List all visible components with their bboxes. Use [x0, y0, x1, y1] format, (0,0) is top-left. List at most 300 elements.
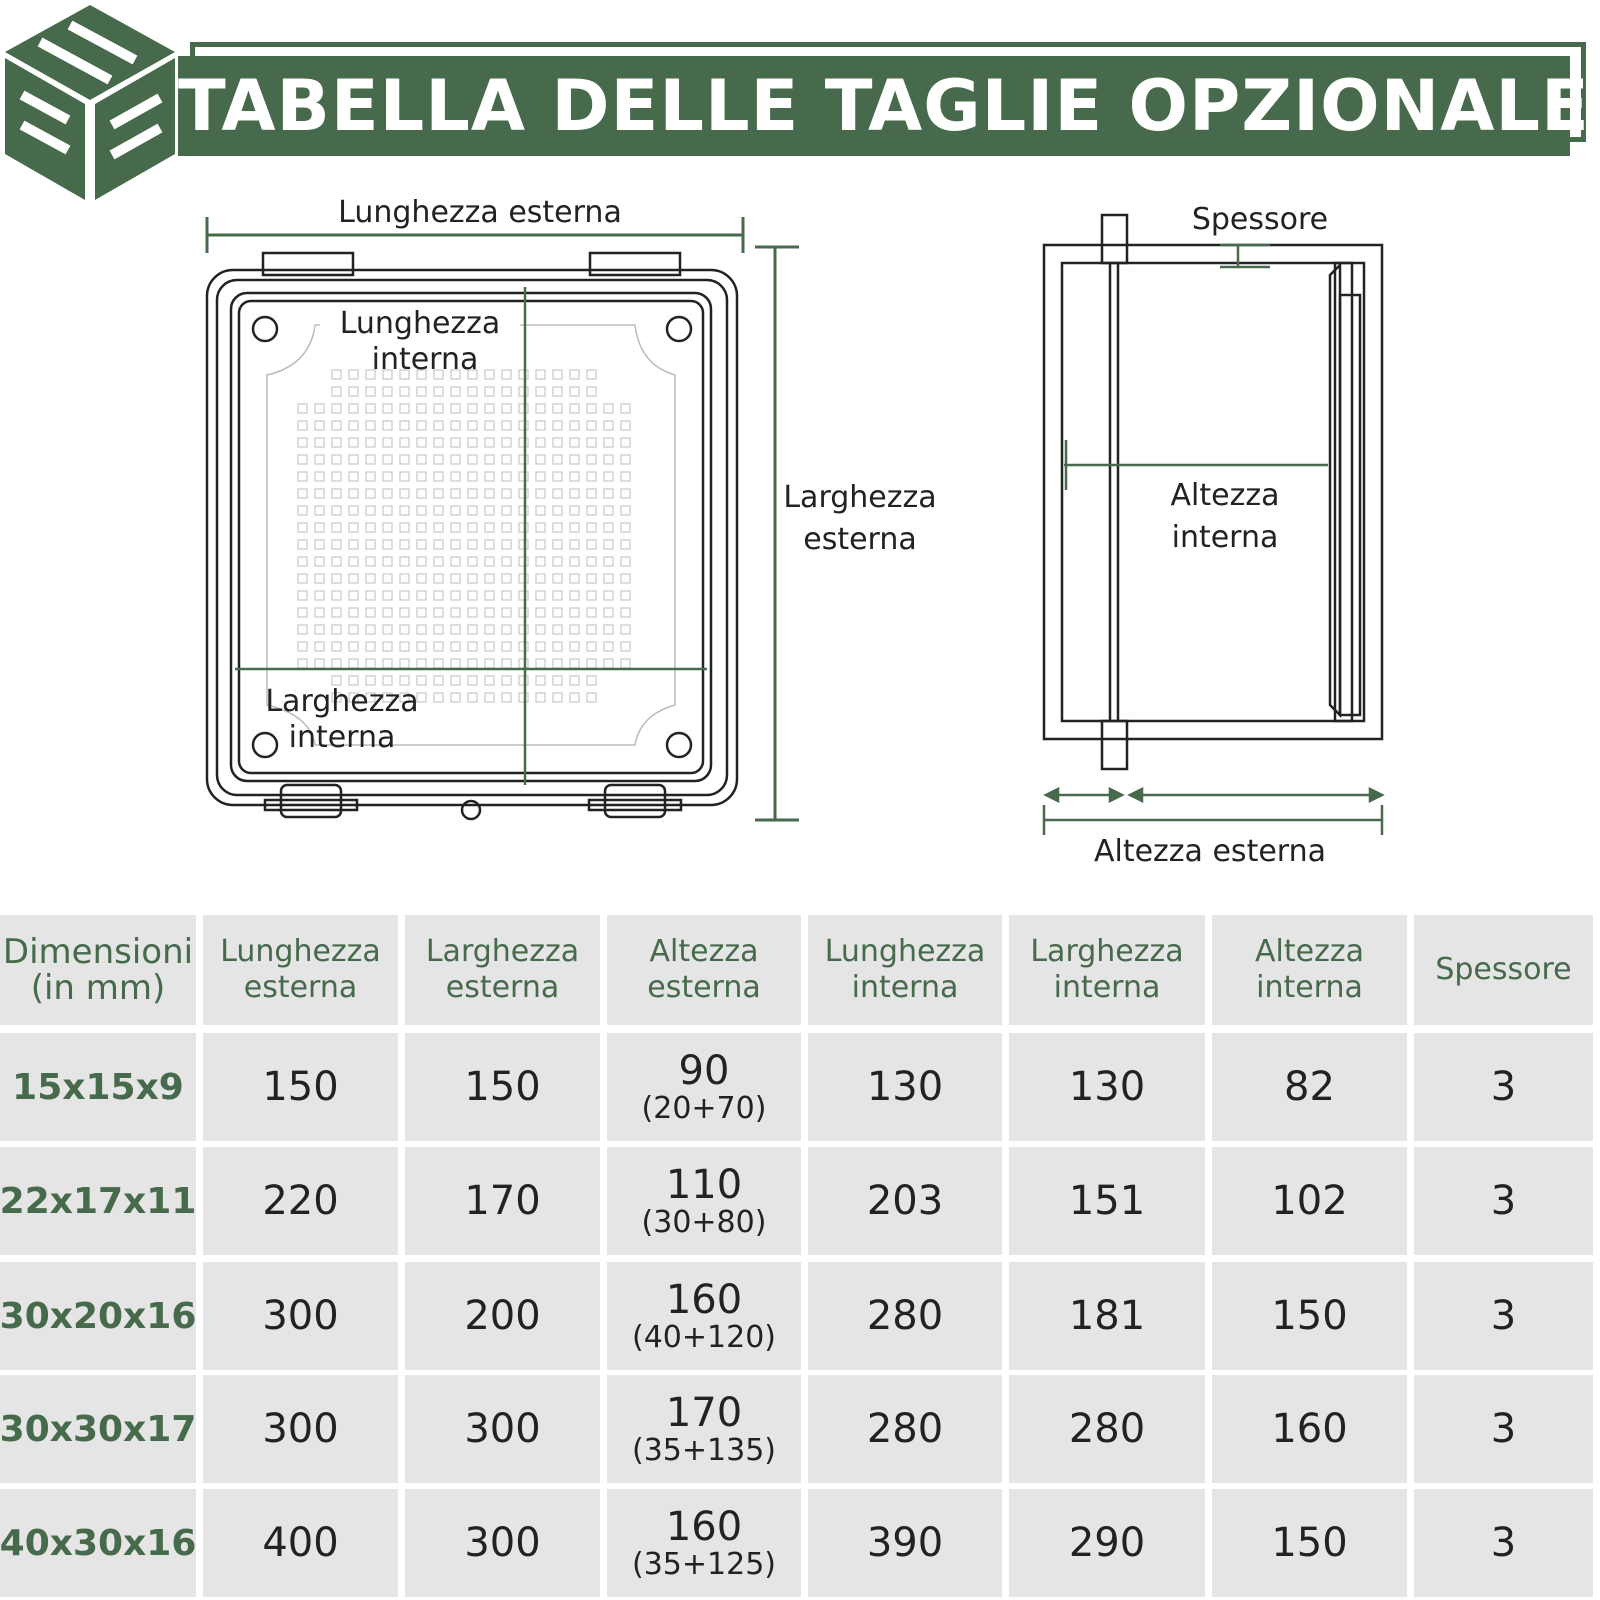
table-cell	[1009, 1033, 1205, 1141]
plate-hole	[485, 625, 494, 634]
plate-hole	[383, 489, 392, 498]
plate-hole	[502, 659, 511, 668]
plate-hole	[315, 472, 324, 481]
plate-hole	[366, 438, 375, 447]
plate-hole	[468, 540, 477, 549]
plate-hole	[400, 438, 409, 447]
plate-hole	[587, 472, 596, 481]
plate-hole	[417, 472, 426, 481]
cell-value: 102	[1271, 1178, 1348, 1224]
plate-hole	[417, 540, 426, 549]
plate-hole	[468, 455, 477, 464]
plate-hole	[298, 642, 307, 651]
plate-hole	[400, 642, 409, 651]
plate-hole	[553, 591, 562, 600]
plate-hole	[468, 676, 477, 685]
plate-hole	[332, 387, 341, 396]
plate-hole	[298, 625, 307, 634]
table-cell	[808, 1033, 1002, 1141]
plate-hole	[434, 659, 443, 668]
plate-hole	[536, 455, 545, 464]
plate-hole	[519, 455, 528, 464]
plate-hole	[553, 659, 562, 668]
cell-value: 170	[665, 1390, 743, 1436]
plate-hole	[553, 557, 562, 566]
page-title: TABELLA DELLE TAGLIE OPZIONALE	[178, 65, 1590, 147]
table-cell	[1414, 1375, 1593, 1483]
table-cell	[1009, 1375, 1205, 1483]
plate-hole	[298, 438, 307, 447]
plate-hole	[502, 489, 511, 498]
plate-hole	[417, 574, 426, 583]
plate-hole	[519, 523, 528, 532]
plate-hole	[366, 455, 375, 464]
plate-hole	[604, 421, 613, 430]
plate-hole	[502, 472, 511, 481]
plate-hole	[485, 489, 494, 498]
plate-hole	[417, 404, 426, 413]
cell-value: 3	[1490, 1520, 1517, 1566]
plate-hole	[553, 489, 562, 498]
label-inner-height-2: interna	[1171, 520, 1279, 555]
table-cell	[607, 1375, 801, 1483]
plate-hole	[485, 387, 494, 396]
cell-value: 300	[262, 1293, 339, 1339]
cell-value: 280	[866, 1406, 944, 1452]
plate-hole	[519, 625, 528, 634]
plate-hole	[621, 489, 630, 498]
plate-hole	[502, 506, 511, 515]
table-cell	[607, 1033, 801, 1141]
cell-value: 220	[262, 1178, 339, 1224]
plate-hole	[502, 693, 511, 702]
table-cell	[1212, 1147, 1407, 1255]
plate-hole	[349, 659, 358, 668]
label-thickness: Spessore	[1191, 202, 1329, 237]
row-size-label	[0, 1375, 196, 1483]
plate-hole	[621, 455, 630, 464]
plate-hole	[349, 625, 358, 634]
header-label: Altezza	[1255, 934, 1364, 969]
plate-hole	[417, 659, 426, 668]
plate-hole	[570, 404, 579, 413]
cell-value: 130	[1068, 1064, 1146, 1110]
plate-hole	[502, 557, 511, 566]
plate-hole	[587, 455, 596, 464]
header-label: interna	[1053, 970, 1161, 1005]
plate-hole	[485, 591, 494, 600]
plate-hole	[349, 438, 358, 447]
plate-hole	[434, 455, 443, 464]
plate-hole	[621, 642, 630, 651]
plate-hole	[553, 455, 562, 464]
table-cell	[203, 1489, 398, 1597]
plate-hole	[485, 421, 494, 430]
cell-value: 151	[1068, 1178, 1146, 1224]
plate-hole	[604, 625, 613, 634]
table-cell	[1212, 1262, 1407, 1370]
plate-hole	[570, 472, 579, 481]
plate-hole	[451, 506, 460, 515]
label-inner-length-1: Lunghezza	[320, 306, 520, 342]
plate-hole	[604, 404, 613, 413]
plate-hole	[536, 540, 545, 549]
plate-hole	[485, 676, 494, 685]
plate-hole	[485, 523, 494, 532]
cell-value: 200	[464, 1293, 541, 1339]
plate-hole	[468, 438, 477, 447]
plate-hole	[366, 404, 375, 413]
plate-hole	[434, 693, 443, 702]
plate-hole	[434, 557, 443, 566]
plate-hole	[417, 387, 426, 396]
cell-value: 181	[1068, 1293, 1146, 1339]
plate-hole	[417, 608, 426, 617]
header-label: esterna	[243, 970, 358, 1005]
plate-hole	[332, 506, 341, 515]
plate-hole	[553, 421, 562, 430]
plate-hole	[553, 642, 562, 651]
label-inner-width-2: interna	[288, 720, 396, 755]
plate-hole	[468, 421, 477, 430]
plate-hole	[451, 387, 460, 396]
table-header-cell	[405, 915, 600, 1025]
plate-hole	[468, 642, 477, 651]
table-cell	[1414, 1147, 1593, 1255]
plate-hole	[349, 608, 358, 617]
plate-hole	[349, 642, 358, 651]
plate-hole	[332, 489, 341, 498]
table-header-cell	[203, 915, 398, 1025]
plate-hole	[451, 574, 460, 583]
plate-hole	[451, 472, 460, 481]
cell-value: 203	[866, 1178, 944, 1224]
plate-hole	[349, 540, 358, 549]
label-outer-width-2: esterna	[803, 522, 917, 557]
plate-hole	[519, 557, 528, 566]
label-outer-length: Lunghezza esterna	[338, 195, 622, 230]
plate-hole	[434, 574, 443, 583]
table-cell	[203, 1147, 398, 1255]
cell-value: 150	[1271, 1293, 1348, 1339]
plate-hole	[536, 387, 545, 396]
plate-hole	[400, 387, 409, 396]
plate-hole	[502, 608, 511, 617]
plate-hole	[468, 472, 477, 481]
plate-hole	[451, 438, 460, 447]
plate-hole	[468, 608, 477, 617]
plate-hole	[332, 404, 341, 413]
plate-hole	[366, 574, 375, 583]
plate-hole	[400, 591, 409, 600]
plate-hole	[400, 472, 409, 481]
header-label: esterna	[647, 970, 761, 1005]
table-cell	[405, 1489, 600, 1597]
plate-hole	[451, 676, 460, 685]
plate-hole	[502, 404, 511, 413]
plate-hole	[536, 608, 545, 617]
plate-hole	[349, 506, 358, 515]
plate-hole	[349, 472, 358, 481]
header-label: Lunghezza	[824, 934, 986, 969]
table-cell	[1414, 1489, 1593, 1597]
plate-hole	[553, 387, 562, 396]
plate-hole	[604, 540, 613, 549]
plate-hole	[349, 404, 358, 413]
plate-hole	[366, 489, 375, 498]
plate-hole	[604, 438, 613, 447]
header-label: esterna	[445, 970, 560, 1005]
plate-hole	[332, 438, 341, 447]
plate-hole	[536, 370, 545, 379]
plate-hole	[519, 438, 528, 447]
plate-hole	[502, 387, 511, 396]
plate-hole	[485, 693, 494, 702]
plate-hole	[570, 455, 579, 464]
plate-hole	[434, 642, 443, 651]
plate-hole	[468, 489, 477, 498]
plate-hole	[604, 472, 613, 481]
plate-hole	[332, 421, 341, 430]
label-outer-width-1: Larghezza	[783, 480, 937, 515]
plate-hole	[451, 455, 460, 464]
plate-hole	[400, 557, 409, 566]
label-inner-width-1: Larghezza	[265, 684, 419, 719]
plate-hole	[519, 421, 528, 430]
plate-hole	[315, 404, 324, 413]
plate-hole	[468, 387, 477, 396]
brand-logo	[0, 0, 180, 210]
plate-hole	[349, 387, 358, 396]
table-cell	[808, 1262, 1002, 1370]
plate-hole	[553, 574, 562, 583]
plate-hole	[536, 489, 545, 498]
plate-hole	[570, 506, 579, 515]
plate-hole	[417, 506, 426, 515]
plate-hole	[502, 540, 511, 549]
plate-hole	[451, 523, 460, 532]
table-cell	[607, 1489, 801, 1597]
table-cell	[405, 1147, 600, 1255]
plate-hole	[553, 608, 562, 617]
plate-hole	[587, 370, 596, 379]
plate-hole	[298, 557, 307, 566]
plate-hole	[468, 506, 477, 515]
plate-hole	[519, 659, 528, 668]
cell-value: 3	[1490, 1064, 1517, 1110]
label-inner-height-1: Altezza	[1170, 478, 1280, 513]
cell-value: 3	[1490, 1406, 1517, 1452]
plate-hole	[570, 370, 579, 379]
cell-value: 290	[1068, 1520, 1146, 1566]
plate-hole	[315, 591, 324, 600]
plate-hole	[604, 455, 613, 464]
table-cell	[1009, 1489, 1205, 1597]
plate-hole	[519, 642, 528, 651]
plate-hole	[587, 523, 596, 532]
plate-hole	[519, 591, 528, 600]
plate-hole	[434, 625, 443, 634]
plate-hole	[434, 421, 443, 430]
plate-hole	[553, 404, 562, 413]
plate-hole	[621, 608, 630, 617]
plate-hole	[417, 438, 426, 447]
plate-hole	[315, 489, 324, 498]
plate-hole	[485, 404, 494, 413]
row-size-label	[0, 1033, 196, 1141]
row-size-label	[0, 1489, 196, 1597]
cell-subvalue: (40+120)	[632, 1320, 776, 1355]
plate-hole	[604, 489, 613, 498]
plate-hole	[434, 472, 443, 481]
plate-hole	[298, 489, 307, 498]
plate-hole	[587, 676, 596, 685]
plate-hole	[434, 404, 443, 413]
plate-hole	[400, 421, 409, 430]
plate-hole	[553, 506, 562, 515]
plate-hole	[519, 472, 528, 481]
plate-hole	[553, 523, 562, 532]
cell-value: 390	[866, 1520, 944, 1566]
plate-hole	[332, 642, 341, 651]
plate-hole	[502, 625, 511, 634]
plate-hole	[604, 557, 613, 566]
plate-hole	[400, 489, 409, 498]
plate-hole	[536, 625, 545, 634]
plate-hole	[400, 574, 409, 583]
plate-hole	[366, 557, 375, 566]
table-cell	[1212, 1375, 1407, 1483]
cell-value: 280	[1068, 1406, 1146, 1452]
header-label: (in mm)	[30, 968, 166, 1008]
plate-hole	[417, 455, 426, 464]
plate-hole	[536, 574, 545, 583]
plate-hole	[587, 642, 596, 651]
plate-hole	[587, 506, 596, 515]
plate-hole	[536, 659, 545, 668]
plate-hole	[587, 421, 596, 430]
plate-hole	[485, 540, 494, 549]
plate-hole	[349, 591, 358, 600]
cell-value: 90	[678, 1048, 730, 1094]
plate-hole	[570, 523, 579, 532]
table-cell	[808, 1375, 1002, 1483]
cell-subvalue: (35+135)	[632, 1433, 776, 1468]
plate-hole	[553, 676, 562, 685]
plate-hole	[434, 387, 443, 396]
plate-hole	[485, 608, 494, 617]
header-label: Dimensioni	[2, 932, 194, 972]
plate-hole	[621, 659, 630, 668]
plate-hole	[400, 404, 409, 413]
plate-hole	[587, 625, 596, 634]
size-value: 40x30x16	[0, 1522, 197, 1564]
plate-hole	[621, 523, 630, 532]
plate-hole	[553, 370, 562, 379]
plate-hole	[468, 574, 477, 583]
plate-hole	[417, 421, 426, 430]
plate-hole	[332, 540, 341, 549]
cell-value: 150	[1271, 1520, 1348, 1566]
plate-hole	[553, 540, 562, 549]
plate-hole	[570, 591, 579, 600]
plate-hole	[315, 455, 324, 464]
plate-hole	[587, 404, 596, 413]
plate-hole	[570, 438, 579, 447]
plate-hole	[519, 404, 528, 413]
plate-hole	[366, 591, 375, 600]
row-size-label	[0, 1262, 196, 1370]
plate-hole	[468, 625, 477, 634]
plate-hole	[536, 404, 545, 413]
plate-hole	[400, 625, 409, 634]
plate-hole	[315, 574, 324, 583]
plate-hole	[434, 506, 443, 515]
plate-hole	[417, 625, 426, 634]
table-cell	[1212, 1033, 1407, 1141]
size-value: 30x20x16	[0, 1295, 197, 1337]
header-label: interna	[1256, 970, 1363, 1005]
plate-hole	[621, 591, 630, 600]
plate-hole	[366, 506, 375, 515]
plate-hole	[468, 591, 477, 600]
cell-value: 300	[464, 1520, 541, 1566]
header-label: Altezza	[649, 934, 759, 969]
plate-hole	[485, 574, 494, 583]
cell-value: 160	[665, 1277, 743, 1323]
plate-hole	[519, 506, 528, 515]
plate-hole	[519, 540, 528, 549]
table-cell	[607, 1262, 801, 1370]
plate-hole	[434, 489, 443, 498]
plate-hole	[570, 642, 579, 651]
plate-hole	[383, 659, 392, 668]
table-cell	[1009, 1147, 1205, 1255]
plate-hole	[434, 540, 443, 549]
plate-hole	[468, 659, 477, 668]
table-header-cell	[1009, 915, 1205, 1025]
table-header-cell	[607, 915, 801, 1025]
plate-hole	[519, 608, 528, 617]
cell-subvalue: (35+125)	[632, 1547, 776, 1582]
plate-hole	[502, 574, 511, 583]
plate-hole	[451, 557, 460, 566]
plate-hole	[553, 693, 562, 702]
table-cell	[1009, 1262, 1205, 1370]
plate-hole	[519, 387, 528, 396]
size-table	[0, 915, 1600, 1600]
plate-hole	[417, 557, 426, 566]
plate-hole	[383, 540, 392, 549]
plate-hole	[349, 489, 358, 498]
cell-subvalue: (20+70)	[641, 1091, 767, 1126]
plate-hole	[536, 557, 545, 566]
header-label: interna	[851, 970, 959, 1005]
plate-hole	[434, 591, 443, 600]
plate-hole	[570, 387, 579, 396]
plate-hole	[400, 506, 409, 515]
plate-hole	[332, 523, 341, 532]
cell-value: 130	[866, 1064, 944, 1110]
plate-hole	[536, 438, 545, 447]
plate-hole	[332, 659, 341, 668]
plate-hole	[536, 421, 545, 430]
plate-hole	[604, 591, 613, 600]
plate-hole	[298, 540, 307, 549]
plate-hole	[400, 455, 409, 464]
plate-hole	[366, 387, 375, 396]
cell-value: 150	[464, 1064, 541, 1110]
